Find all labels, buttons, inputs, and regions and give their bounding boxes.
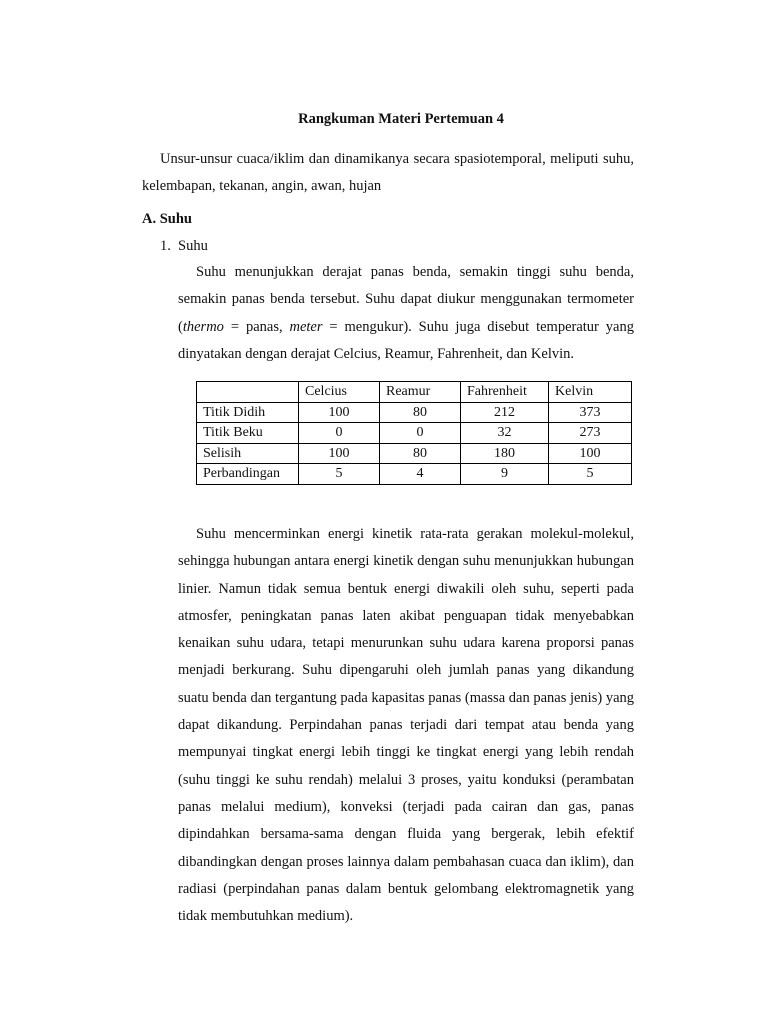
table-row [197,423,632,444]
list-item-number: 1. [160,238,171,254]
table-cell: 5 [299,464,380,485]
table-cell: 9 [461,464,549,485]
list-item-suhu [160,236,208,256]
table-header-cell: Celcius [299,382,380,403]
para1-part2: = panas, [223,318,290,335]
table-header-row [197,382,632,403]
list-item-label: Suhu [178,238,208,254]
table-row [197,443,632,464]
section-heading-suhu: A. Suhu [142,211,192,227]
intro-paragraph: Unsur-unsur cuaca/iklim dan dinamikanya secara spasiotemporal, meliputi suhu, kelembapan, tekanan, angin, awan, hujan [142,151,634,194]
table-cell: 0 [380,423,461,444]
table-header-cell: Reamur [380,382,461,403]
table-row-label: Perbandingan [197,464,299,485]
table-cell: 32 [461,423,549,444]
table-cell: 100 [299,402,380,423]
suhu-definition-paragraph [178,259,634,368]
table-cell: 212 [461,402,549,423]
table-cell: 100 [549,443,632,464]
para1-part1: Suhu menunjukkan derajat panas benda, semakin tinggi suhu benda, semakin panas benda tersebut. Suhu dapat diukur menggunakan termometer ( [178,264,634,335]
table-row [197,464,632,485]
table-cell: 80 [380,402,461,423]
thermo-term: thermo [182,318,224,335]
table-cell: 0 [299,423,380,444]
table-row-label: Titik Beku [197,423,299,444]
table-header-cell [197,382,299,403]
para1-part3: = mengukur). Suhu juga disebut temperatur yang dinyatakan dengan derajat Celcius, Reamur, Fahrenheit, dan Kelvin. [178,318,634,362]
document-title: Rangkuman Materi Pertemuan 4 [298,111,504,127]
table-row-label: Selisih [197,443,299,464]
table-cell: 180 [461,443,549,464]
table-header-cell: Fahrenheit [461,382,549,403]
suhu-energy-paragraph: Suhu mencerminkan energi kinetik rata-rata gerakan molekul-molekul, sehingga hubungan antara energi kinetik dengan suhu menunjukkan hubungan linier. Namun tidak semua bentuk energi diwakili oleh suhu, seperti pada atmosfer, peningkatan panas laten akibat penguapan tidak menyebabkan kenaikan suhu udara, tetapi menurunkan suhu udara karena proporsi panas menjadi berkurang. Suhu dipengaruhi oleh jumlah panas yang dikandung suatu benda dan tergantung pada kapasitas panas (massa dan panas jenis) yang dapat dikandung. Perpindahan panas terjadi dari tempat atau benda yang mempunyai tingkat energi lebih tinggi ke tingkat energi yang lebih rendah (suhu tinggi ke suhu rendah) melalui 3 proses, yaitu konduksi (perambatan panas melalui medium), konveksi (terjadi pada cairan dan gas, panas dipindahkan bersama-sama dengan fluida yang bergerak, lebih efektif dibandingkan dengan proses lainnya dalam pembahasan cuaca dan iklim), dan radiasi (perpindahan panas dalam bentuk gelombang elektromagnetik yang tidak membutuhkan medium). [178,526,634,925]
table-cell: 4 [380,464,461,485]
table-cell: 373 [549,402,632,423]
table-header-cell: Kelvin [549,382,632,403]
meter-term: meter [289,318,323,335]
table-cell: 80 [380,443,461,464]
temperature-scale-table [196,381,632,485]
table-cell: 273 [549,423,632,444]
table-cell: 5 [549,464,632,485]
table-row-label: Titik Didih [197,402,299,423]
table-row [197,402,632,423]
table-cell: 100 [299,443,380,464]
